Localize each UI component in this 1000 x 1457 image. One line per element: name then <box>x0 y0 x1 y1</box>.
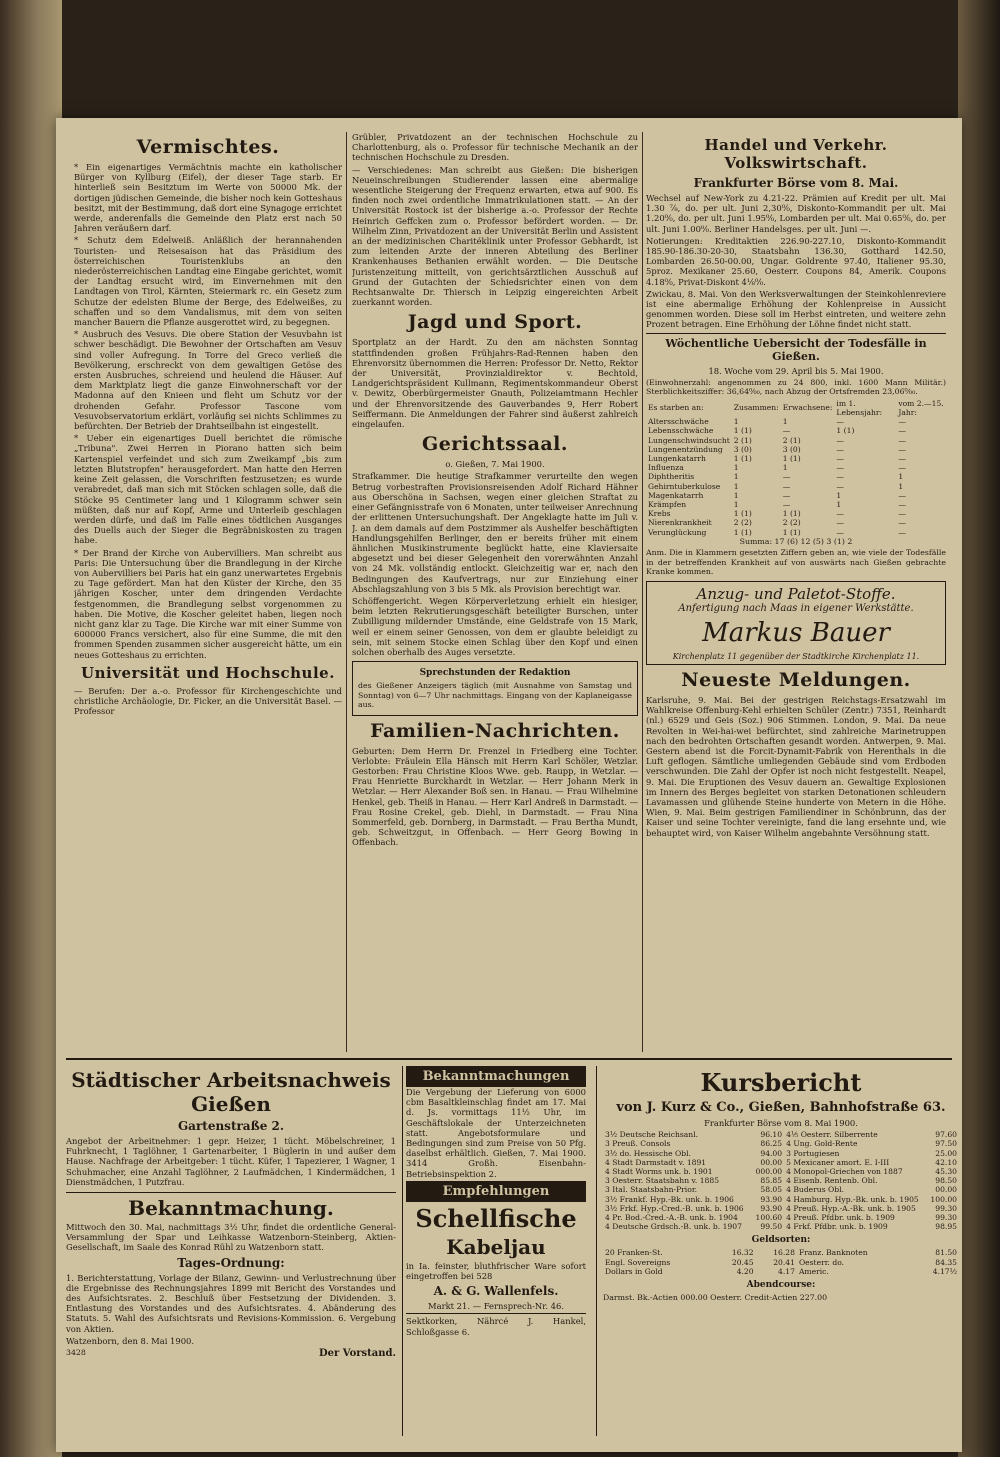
table-row <box>646 445 946 454</box>
column-vermischtes <box>74 132 342 1057</box>
agenda-text: 1. Berichterstattung, Vorlage der Bilanz, Gewinn- und Verlustrechnung über die Ergebnisse des Rechnungsjahres 1899 mit Bericht des Vorstandes und des Aufsichtsrates. 2. Beschluß über Festsetzung der Dividenden. 3. Entlastung des Vorstandes und des Aufsichtsrates. 4. Abänderung des Statuts. 5. Wahl des Aufsichtsrats und Revisions-Kommission. 6. Vergebung von Aktien. <box>66 1272 396 1334</box>
table-cell: 99.30 <box>935 1203 957 1213</box>
table-cell: Gehirntuberkulose <box>648 481 721 491</box>
article-paragraph: Wechsel auf New-York zu 4.21-22. Prämien auf Kredit per ult. Mai 1.30 ⁷⁄₈, do. per ult. Juni 2,30⁰⁄₀, Diskonto-Kommandit per ult. Mai 1.20⁰⁄₀, do. per ult. Juni 1.95⁰⁄₀, Lombarden per ult. Mai 0.65⁰⁄₀, do. per ult. Juni 1.00⁰⁄₀. Berliner Handelsges. per ult. Juni —. <box>646 193 946 234</box>
table-cell: 4 Ung. Gold-Rente <box>786 1139 858 1149</box>
table-row <box>646 491 946 500</box>
article-paragraph: * Ein eigenartiges Vermächtnis machte ein katholischer Bürger von Kyllburg (Eifel), der dieser Tage starb. Er hinterließ sein Besitztum im Werte von 50000 Mk. der dortigen jüdischen Gemeinde, die bisher noch kein Gotteshaus besitzt, mit der Bestimmung, daß dort eine Synagoge errichtet werde, anderenfalls die Gemeinde den Platz erst nach 50 Jahren veräußern darf. <box>74 162 342 234</box>
evening-rates: Darmst. Bk.-Actien 000.00 Oesterr. Credit-Actien 227.00 <box>603 1293 828 1303</box>
table-cell: 84.35 <box>935 1257 957 1267</box>
table-cell: Lungenschwindsucht <box>648 435 730 445</box>
table-row <box>603 1185 959 1194</box>
table-cell: 4.17 <box>778 1266 795 1276</box>
week-line: 18. Woche vom 29. April bis 5. Mai 1900. <box>708 365 884 376</box>
table-cell: 93.90 <box>760 1194 783 1204</box>
table-cell: 3¹⁄₂ Deutsche Reichsanl. <box>605 1130 699 1140</box>
agenda-title: Tages-Ordnung: <box>177 1255 285 1270</box>
table-cell: 1 <box>733 500 739 510</box>
table-cell: — <box>898 527 906 537</box>
column-middle <box>352 132 638 1057</box>
table-row <box>603 1167 959 1176</box>
table-cell: 81.50 <box>935 1248 957 1258</box>
table-row <box>603 1222 959 1231</box>
labour-office-ad <box>66 1066 403 1436</box>
table-cell: 98.95 <box>935 1222 957 1232</box>
table-cell: — <box>898 500 906 510</box>
ad-firm: A. & G. Wallenfels. <box>433 1284 559 1299</box>
article-paragraph: — Verschiedenes: Man schreibt aus Gießen: Die bisherigen Neueinschreibungen Studierender lassen eine abermalige wesentliche Steigerung der Frequenz erwarten, etwa auf 900. Es finden noch zwei ordentliche Immatrikulationen statt. — An der Universität Rostock ist der bisherige a.-o. Professor der Rechte Heinrich Geffcken zum o. Professor befördert worden. — Dr. Wilhelm Zinn, Privatdozent an der Universität Berlin und Assistent an der medizinischen Charitéklinik unter Professor Gebhardt, ist zum leitenden Arzte der inneren Abteilung des Berliner Krankenhauses Bethanien erwählt worden. — Die Deutsche Juristenzeitung mitteilt, von gerichtsärztlichen Ausschuß auf Grund der Gutachten der Schiedsrichter einen von dem Rechtsanwalte Dr. Thiersch in Leipzig eingereichten Arbeit zuerkannt worden. <box>352 164 638 308</box>
table-cell: — <box>898 518 906 528</box>
table-cell: 100.60 <box>755 1213 783 1223</box>
report-date: Frankfurter Börse vom 8. Mai 1900. <box>704 1118 858 1128</box>
table-cell: — <box>898 509 906 519</box>
table-cell: Lebensschwäche <box>648 426 714 436</box>
table-cell: 5 Mexicaner amort. E. I-III <box>786 1157 890 1167</box>
section-heading-familien: Familien-Nachrichten. <box>370 719 620 742</box>
table-cell: 4.20 <box>736 1266 754 1276</box>
table-cell: 86.25 <box>760 1139 783 1149</box>
table-cell: Nierenkrankheit <box>648 518 712 528</box>
table-cell: 45.30 <box>935 1167 957 1177</box>
table-cell: 1 <box>898 472 904 482</box>
article-paragraph: Zwickau, 8. Mai. Von den Werksverwaltungen der Steinkohlenreviere ist eine abermalige Erhöhung der Kohlenpreise in Aussicht genommen worden. Diese soll im Herbst eintreten, und weitere zehn Prozent betragen. Eine Erhöhung der Löhne findet nicht statt. <box>646 288 946 330</box>
table-cell: — <box>836 435 844 445</box>
ad-text: Die Vergebung der Lieferung von 6000 cbm Basaltkleinschlag findet am 17. Mai d. Js. vormittags 11¹⁄₂ Uhr, im Geschäftslokale der Unterzeichneten statt. Angebotsformulare und Bedingungen sind zum Preise von 50 Pfg. daselbst erhältlich. Gießen, 7. Mai 1900. 3414 Großh. Eisenbahn-Betriebsinspektion 2. <box>406 1087 586 1179</box>
table-cell: 97.60 <box>935 1130 957 1140</box>
table-cell: — <box>898 426 906 436</box>
ad-text: Angebot der Arbeitnehmer: 1 gepr. Heizer, 1 tücht. Möbelschreiner, 1 Fuhrknecht, 1 Taglöhner, 1 Gartenarbeiter, 1 Büglerin in und außer dem Hause. Nachfrage der Arbeitgeber: 1 tücht. Küfer, 1 Tapezierer, 1 Wagner, 1 Schuhmacher, eine Anzahl Taglöhner, 2 Laufmädchen, 1 Kindermädchen, 1 Dienstmädchen, 1 Putzfrau. <box>66 1136 396 1187</box>
ad-text: in Ia. feinster, bluthfrischer Ware sofort eingetroffen bei 528 <box>406 1260 586 1282</box>
table-row <box>603 1213 959 1222</box>
table-row <box>603 1149 959 1158</box>
table-cell: 4 Stadt Darmstadt v. 1891 <box>605 1157 707 1167</box>
table-cell: — <box>836 472 844 482</box>
table-cell: 4 Buderus Obl. <box>786 1185 844 1195</box>
column-divider <box>642 132 643 1052</box>
ad-heading: Städtischer Arbeitsnachweis Gießen <box>71 1068 391 1116</box>
table-cell: 1 (1) <box>733 527 752 537</box>
table-cell: 1 <box>782 417 788 427</box>
table-cell: 4 Frkf. Pfdbr. unk. b. 1909 <box>786 1222 888 1232</box>
table-cell: — <box>836 444 844 454</box>
table-sum: Summa: 17 (6) 12 (5) 3 (1) 2 <box>739 536 853 546</box>
table-cell: 4 Deutsche Grdsch.-B. unk. b. 1907 <box>605 1222 742 1232</box>
table-row <box>646 509 946 518</box>
table-cell: 1 (1) <box>782 527 801 537</box>
table-cell: — <box>836 454 844 464</box>
table-cell: 1 (1) <box>782 454 801 464</box>
article-paragraph: Geburten: Dem Herrn Dr. Frenzel in Friedberg eine Tochter. Verlobte: Fräulein Ella Hänsch mit Herrn Karl Schöler, Wetzlar. Gestorben: Frau Christine Kloos Wwe. geb. Raupp, in Wetzlar. — Frau Henriette Burckhardt in Wetzlar. — Herr Johann Merk in Wetzlar. — Herr Alexander Boß sen. in Hanau. — Frau Wilhelmine Henkel, geb. Theiß in Hanau. — Herr Karl Andreß in Darmstadt. — Frau Rosine Crekel, geb. Diehl, in Darmstadt. — Frau Nina Sommerfeld, geb. Dornberg, in Darmstadt. — Frau Bertha Mundt, geb. Schweitzgut, in Offenbach. — Herr Georg Bowing in Offenbach. <box>352 745 638 848</box>
table-cell: 4 Eisenb. Rentenb. Obl. <box>786 1176 878 1186</box>
table-cell: 3 Ital. Staatsbahn-Prior. <box>605 1185 698 1195</box>
article-paragraph: * Der Brand der Kirche von Aubervilliers. Man schreibt aus Paris: Die Untersuchung über die Brandlegung in der Kirche von Aubervilliers bei Paris hat ein ganz unerwartetes Ergebnis zu Tage gefördert. Man hat den Küster der Kirche, den 35 jährigen Koscher, unter dem dringenden Verdachte festgenommen, die Brandlegung selbst vorgenommen zu haben. Die Motive, die Koscher geleitet haben, liegen noch nicht ganz klar zu Tage. Die Kirche war mit einer Summe von 600000 Francs versichert, also für eine Summe, die mit den frommen Spenden zusammen sicher ausgereicht hätte, um ein neues Gotteshaus zu errichten. <box>74 547 342 660</box>
ad-subheading: Gartenstraße 2. <box>177 1119 285 1133</box>
banner-bekanntmachungen: Bekanntmachungen <box>406 1066 586 1087</box>
ad-text: Sektkorken, Nährcé J. Hankel, Schloßgasse 6. <box>406 1313 586 1336</box>
table-cell: — <box>836 527 844 537</box>
table-row <box>603 1258 959 1267</box>
table-cell: 16.32 <box>731 1248 754 1258</box>
article-paragraph: Strafkammer. Die heutige Strafkammer verurteilte den wegen Betrug vorbestraften Provisionsreisenden Adolf Richard Hähner aus Oberschöna in Sachsen, wegen einer gleichen Straftat zu einer Gefängnisstrafe von 6 Monaten, unter teilweiser Anrechnung der erlittenen Untersuchungshaft. Der Angeklagte hatte im Juli v. J. an dem damals auf dem Postzimmer als Aushelfer beschäftigten Handlungsgehilfen Berlinger, den er bereits früher mit einem ähnlichen Musikinstrumente beglückt hatte, eine Klaviersaite abgesetzt und bei dieser Gelegenheit den vorerwähnten Anzahl von 24 Mk. vollständig entlockt. Gleichzeitig war er, nach den Bedingungen des Kaufvertrags, nur zur Einziehung einer Abschlagszahlung von 3 bis 5 Mk. als Provision berechtigt war. <box>352 471 638 594</box>
advertisement-section <box>66 1066 957 1446</box>
table-row <box>646 426 946 435</box>
table-cell: 25.00 <box>935 1148 957 1158</box>
table-header-cell: Erwachsene: <box>782 403 833 413</box>
table-cell: Lungenentzündung <box>648 444 723 454</box>
table-cell: 97.50 <box>935 1139 957 1149</box>
table-cell: 58.05 <box>760 1185 783 1195</box>
table-cell: 1 (1) <box>733 426 752 436</box>
table-cell: 42.10 <box>935 1157 957 1167</box>
table-cell: — <box>898 417 906 427</box>
table-cell: Americ. <box>798 1266 829 1276</box>
money-body <box>603 1248 959 1276</box>
table-row <box>646 482 946 491</box>
ad-address: Kirchenplatz 11 gegenüber der Stadtkirche Kirchenplatz 11. <box>672 651 920 661</box>
table-cell: 00.00 <box>935 1185 957 1195</box>
table-cell: 1 <box>782 463 788 473</box>
table-row <box>646 454 946 463</box>
table-cell: Magenkatarrh <box>648 490 704 500</box>
table-header-cell: Es starben an: <box>648 403 704 413</box>
table-cell: — <box>782 472 791 482</box>
table-cell: 1 <box>836 490 842 500</box>
market-report <box>596 1066 959 1436</box>
table-cell: 1 <box>733 417 739 427</box>
money-table <box>603 1248 959 1276</box>
rates-body <box>603 1130 959 1231</box>
table-cell: 4 Preuß. Pfdbr. unk. b. 1909 <box>786 1213 895 1223</box>
table-cell: 2 (2) <box>782 518 801 528</box>
table-cell: 3 (0) <box>733 444 752 454</box>
table-cell: 2 (1) <box>782 435 801 445</box>
table-row <box>603 1139 959 1148</box>
table-cell: 3¹⁄₂ Frankf. Hyp.-Bk. unk. b. 1906 <box>605 1194 734 1204</box>
banner-empfehlungen: Empfehlungen <box>406 1181 586 1202</box>
table-cell: 1 <box>836 500 842 510</box>
column-right <box>646 132 946 1057</box>
table-row <box>646 417 946 426</box>
table-cell: Diphtheritis <box>648 472 695 482</box>
box-text: des Gießener Anzeigers täglich (mit Ausnahme von Samstag und Sonntag) von 6—7 Uhr nachmittags. Eingang von der Kaplaneigasse aus. <box>358 681 632 710</box>
ad-address: Markt 21. — Fernsprech-Nr. 46. <box>428 1301 564 1312</box>
ad-place-date: Watzenborn, den 8. Mai 1900. <box>66 1335 195 1346</box>
table-cell: 1 <box>733 472 739 482</box>
table-cell: Influenza <box>648 463 684 473</box>
table-cell: — <box>836 417 844 427</box>
table-cell: 1 (1) <box>733 509 752 519</box>
book-spine-edge <box>0 0 62 1457</box>
dateline: o. Gießen, 7. Mai 1900. <box>445 459 545 470</box>
table-row <box>603 1195 959 1204</box>
section-heading-gerichtssaal: Gerichtssaal. <box>421 433 569 456</box>
ad-name: Markus Bauer <box>702 617 890 648</box>
table-cell: 20.45 <box>731 1257 754 1267</box>
table-cell: 3 Preuß. Consols <box>605 1139 671 1149</box>
table-cell: — <box>836 463 844 473</box>
ad-line: Anfertigung nach Maas in eigener Werkstätte. <box>678 602 914 614</box>
section-heading-universitaet: Universität und Hochschule. <box>81 663 335 682</box>
boerse-subheading: Frankfurter Börse vom 8. Mai. <box>693 176 899 190</box>
table-cell: — <box>836 518 844 528</box>
table-cell: Altersschwäche <box>648 417 709 427</box>
ad-heading: Bekanntmachung. <box>66 1192 396 1220</box>
table-header-cell: vom 2.—15. Jahr: <box>898 398 944 418</box>
table-header-row <box>646 399 946 417</box>
table-cell: 99.30 <box>935 1213 957 1223</box>
table-cell: 4 Pr. Bod.-Cred.-A.-B. unk. b. 1904 <box>605 1213 738 1223</box>
article-paragraph: Grübler, Privatdozent an der technischen Hochschule zu Charlottenburg, als o. Professor für technische Mechanik an der technischen Hochschule zu Dresden. <box>352 132 638 163</box>
population-note: (Einwohnerzahl: angenommen zu 24 800, inkl. 1600 Mann Militär.) Sterblichkeitsziffer: 36,64⁰⁄₀₀, nach Abzug der Ortsfremden 23,06⁰⁄₀₀. <box>646 377 946 397</box>
death-statistics-table <box>646 399 946 537</box>
article-paragraph: Schöffengericht. Wegen Körperverletzung erhielt ein hiesiger, beim letzten Rekrutierungsgeschäft beteiligter Burschen, unter Zubilligung mildernder Umstände, eine Geldstrafe von 15 Mark, weil er einem seiner Genossen, von dem er glaubte beleidigt zu sein, mit seinem Stocke einen Schlag über den Kopf und einen solchen oberhalb des Auges versetzte. <box>352 595 638 657</box>
section-heading-todesfaelle: Wöchentliche Uebersicht der Todesfälle in Gießen. <box>646 333 946 363</box>
table-row <box>646 500 946 509</box>
table-row <box>646 463 946 472</box>
section-heading-vermischtes: Vermischtes. <box>136 136 280 158</box>
table-cell: 4 Hamburg. Hyp.-Bk. unk. b. 1905 <box>786 1194 919 1204</box>
fish-ad-title: Schellfische <box>415 1203 577 1233</box>
table-cell: 1 (1) <box>836 426 855 436</box>
table-cell: 1 <box>733 490 739 500</box>
table-cell: 4 Preuß. Hyp.-A.-Bk. unk. b. 1905 <box>786 1203 916 1213</box>
tailor-advertisement <box>646 581 946 665</box>
table-cell: — <box>898 490 906 500</box>
table-cell: 1 <box>733 481 739 491</box>
table-cell: 1 <box>733 463 739 473</box>
column-divider <box>346 132 347 1052</box>
rates-table <box>603 1130 959 1231</box>
article-paragraph: — Berufen: Der a.-o. Professor für Kirchengeschichte und christliche Archäologie, Dr. Ficker, an die Universität Basel. — Professor <box>74 685 342 717</box>
table-cell: 1 (1) <box>782 509 801 519</box>
death-table-body <box>646 417 946 537</box>
table-header-cell: Zusammen: <box>733 403 779 413</box>
newspaper-page <box>56 118 962 1452</box>
table-cell: 3¹⁄₂ Frkf. Hyp.-Cred.-B. unk. b. 1906 <box>605 1203 744 1213</box>
table-cell: Franz. Banknoten <box>798 1248 868 1258</box>
table-header-cell: im 1. Lebensjahr: <box>836 398 883 418</box>
report-title: Kursbericht <box>700 1068 862 1097</box>
ad-text: Mittwoch den 30. Mai, nachmittags 3¹⁄₂ Uhr, findet die ordentliche General-Versammlung der Spar und Leihkasse Watzenborn-Steinberg, Aktien-Gesellschaft, im Saale des Konrad Rühl zu Watzenborn statt. <box>66 1222 396 1253</box>
table-cell: 1 <box>898 481 904 491</box>
table-row <box>603 1158 959 1167</box>
table-row <box>646 518 946 527</box>
table-cell: 94.00 <box>760 1148 783 1158</box>
article-paragraph: * Schutz dem Edelweiß. Anläßlich der herannahenden Touristen- und Reisesaison hat das Präsidium des österreichischen Touristenklubs an den niederösterreichischen Landtag eine Eingabe gerichtet, womit der Landtag ersucht wird, im Einvernehmen mit den Landtagen von Tirol, Kärnten, Steiermark rc. ein Gesetz zum Schutze der edelsten Blume der Berge, des Edelweißes, zu schaffen und so dem Vandalismus, mit dem von seiten mancher Bauern die Pflanze ausgerottet wird, zu begegnen. <box>74 235 342 328</box>
table-cell: 16.28 <box>773 1248 795 1258</box>
table-cell: Krämpfen <box>648 500 687 510</box>
table-cell: 4 Stadt Worms unk. b. 1901 <box>605 1167 713 1177</box>
table-cell: — <box>782 490 791 500</box>
announcement-column <box>406 1066 586 1436</box>
table-row <box>603 1176 959 1185</box>
money-heading: Geldsorten: <box>751 1235 811 1246</box>
table-cell: Dollars in Gold <box>605 1266 663 1276</box>
table-cell: 3 (0) <box>782 444 801 454</box>
table-cell: 4.17¹⁄₂ <box>932 1266 957 1276</box>
table-cell: 99.50 <box>760 1222 783 1232</box>
ad-line: Anzug- und Paletot-Stoffe. <box>696 584 896 603</box>
article-paragraph: Sportplatz an der Hardt. Zu den am nächsten Sonntag stattfindenden großen Frühjahrs-Rad-Rennen haben den Ehrenvorsitz übernommen die Herren: Professor Dr. Netto, Rektor der Universität, Provinzialdirektor v. Bechtold, Landgerichtspräsident Kullmann, Regimentskommandeur Oberst v. Dewitz, Oberbürgermeister Gnauth, Polizeiamtmann Hechler und der Ehrenvorsitzende des Gauverbandes 9, Herr Robert Seiffermann. Die Anmeldungen der Fahrer sind äußerst zahlreich eingelaufen. <box>352 337 638 430</box>
table-cell: 3 Portugiesen <box>786 1148 840 1158</box>
table-cell: 3¹⁄₂ do. Hessische Obl. <box>605 1148 691 1158</box>
article-paragraph: * Ueber ein eigenartiges Duell berichtet die römische „Tribuna". Zwei Herren in Piorano hatten sich beim Kartenspiel verfeindet und sich zum Zweikampf „bis zum letzten Blutstropfen" herausgefordert. Man hatte den Herren keine Zeit gelassen, die Vorschriften festzusetzen; es wurde verabredet, daß man sich mit Stöcken schlagen solle, daß die Stöcke 95 Centimeter lang und 1 Kilogramm schwer sein müßten, daß nur auf Kopf, Arme und Unterleib geschlagen werden dürfe, und daß im Falle eines tödtlichen Ausganges des Duells auch der Sieger die Begräbniskosten zu tragen habe. <box>74 433 342 546</box>
report-subtitle: von J. Kurz & Co., Gießen, Bahnhofstraße 63. <box>616 1100 946 1115</box>
table-cell: 1 (1) <box>733 454 752 464</box>
table-note: Anm. Die in Klammern gesetzten Ziffern geben an, wie viele der Todesfälle in der betreffenden Krankheit auf von auswärts nach Gießen gebrachte Kranke kommen. <box>646 548 946 577</box>
section-heading-handel: Handel und Verkehr. Volkswirtschaft. <box>704 136 888 172</box>
table-cell: 93.90 <box>760 1203 783 1213</box>
table-cell: — <box>898 463 906 473</box>
table-cell: 2 (1) <box>733 435 752 445</box>
table-cell: 000.00 <box>755 1167 783 1177</box>
table-cell: Lungenkatarrh <box>648 454 706 464</box>
table-cell: Engl. Sovereigns <box>605 1257 671 1267</box>
section-heading-neueste: Neueste Meldungen. <box>681 668 911 691</box>
table-cell: Verunglückung <box>648 527 707 537</box>
table-cell: 4¹⁄₅ Oesterr. Silberrente <box>786 1130 878 1140</box>
table-cell: Krebs <box>648 509 671 519</box>
table-row <box>603 1204 959 1213</box>
table-cell: — <box>898 444 906 454</box>
table-cell: 00.00 <box>760 1157 783 1167</box>
table-cell: — <box>782 500 791 510</box>
table-row <box>646 436 946 445</box>
ad-number: 3428 <box>66 1348 86 1358</box>
book-cover-edge <box>958 0 1000 1457</box>
article-paragraph: * Ausbruch des Vesuvs. Die obere Station der Vesuvbahn ist schwer beschädigt. Die Bewohner der Ortschaften am Vesuv sind voller Aufregung. In Torre del Greco verließ die Bevölkerung, erschreckt von dem gewaltigen Getöse des ersten Ausbruches, schreiend und heulend die Häuser. Auf dem Marktplatz liegt die ganze Einwohnerschaft vor der Madonna auf den Knieen und fleht um Schutz vor der drohenden Gefahr. Professor Tascone vom Vesuvobservatorium erklärt, vorläufig sei nichts Schlimmes zu befürchten. Der Betrieb der Drahtseilbahn ist eingestellt. <box>74 329 342 432</box>
office-hours-box <box>352 661 638 716</box>
table-cell: 20.41 <box>773 1257 795 1267</box>
table-row <box>646 472 946 481</box>
table-cell: — <box>898 435 906 445</box>
table-cell: 3 Oesterr. Staatsbahn v. 1885 <box>605 1176 720 1186</box>
table-cell: 98.50 <box>935 1176 957 1186</box>
table-cell: — <box>782 481 791 491</box>
section-rule <box>66 1058 952 1060</box>
article-paragraph: Karlsruhe, 9. Mai. Bei der gestrigen Reichstags-Ersatzwahl im Wahlkreise Offenburg-Kehl erhielten Schüler (Zentr.) 7351, Reinhardt (nl.) 6529 und Geis (Soz.) 906 Stimmen. London, 9. Mai. Da neue Revolten in Wei-hai-wei befürchtet, sind zahlreiche Marinetruppen nach den bedrohten Ortschaften gesandt worden. Antwerpen, 9. Mai. Gestern abend ist die Forcit-Dynamit-Fabrik von Herenthals in die Luft geflogen. Sämtliche umliegenden Gebäude sind vom Erdboden verschwunden. Die Zahl der Opfer ist noch nicht festgestellt. Neapel, 9. Mai. Die Eruptionen des Vesuv dauern an. Gewaltige Explosionen im Innern des Berges begleitet von starken Detonationen schleudern Lavamassen und glühende Steine hunderte von Metern in die Höhe. Wien, 9. Mai. Beim gestrigen Familiendiner in Schönbrunn, das der Kaiser und seine Tochter vereinigte, fand die lang ersehnte und, wie behauptet wird, von Kaiser Wilhelm angebahnte Versöhnung statt. <box>646 694 946 838</box>
table-cell: — <box>836 509 844 519</box>
table-row <box>603 1267 959 1276</box>
table-row <box>603 1130 959 1139</box>
article-paragraph: Notierungen: Kreditaktien 226.90-227.10, Diskonto-Kommandit 185.90-186.30-20-30, Staatsbahn 136.30, Gotthard 142.50, Lombarden 26.50-00.00, Ungar. Goldrente 97.40, Italiener 95.30, 5proz. Mexikaner 25.60, Oesterr. Coupons 84, Amerik. Coupons 4.18⁰⁄₀, Privat-Diskont 4¹⁄₈⁰⁄₀. <box>646 235 946 287</box>
table-cell: 100.00 <box>930 1194 957 1204</box>
box-title: Sprechstunden der Redaktion <box>419 668 571 679</box>
table-cell: — <box>898 454 906 464</box>
table-cell: — <box>836 481 844 491</box>
table-cell: 20 Franken-St. <box>605 1248 663 1258</box>
table-cell: 2 (2) <box>733 518 752 528</box>
section-heading-jagd-sport: Jagd und Sport. <box>407 311 583 334</box>
table-cell: 85.85 <box>760 1176 783 1186</box>
evening-heading: Abendcourse: <box>746 1280 816 1291</box>
table-cell: 4 Monopol-Griechen von 1887 <box>786 1167 903 1177</box>
table-cell: 96.10 <box>760 1130 783 1140</box>
fish-ad-title: Kabeljau <box>446 1234 546 1259</box>
table-cell: Oesterr. do. <box>798 1257 845 1267</box>
table-cell: — <box>782 426 791 436</box>
table-row <box>646 528 946 537</box>
table-row <box>603 1248 959 1257</box>
ad-signature: Der Vorstand. <box>318 1348 396 1360</box>
